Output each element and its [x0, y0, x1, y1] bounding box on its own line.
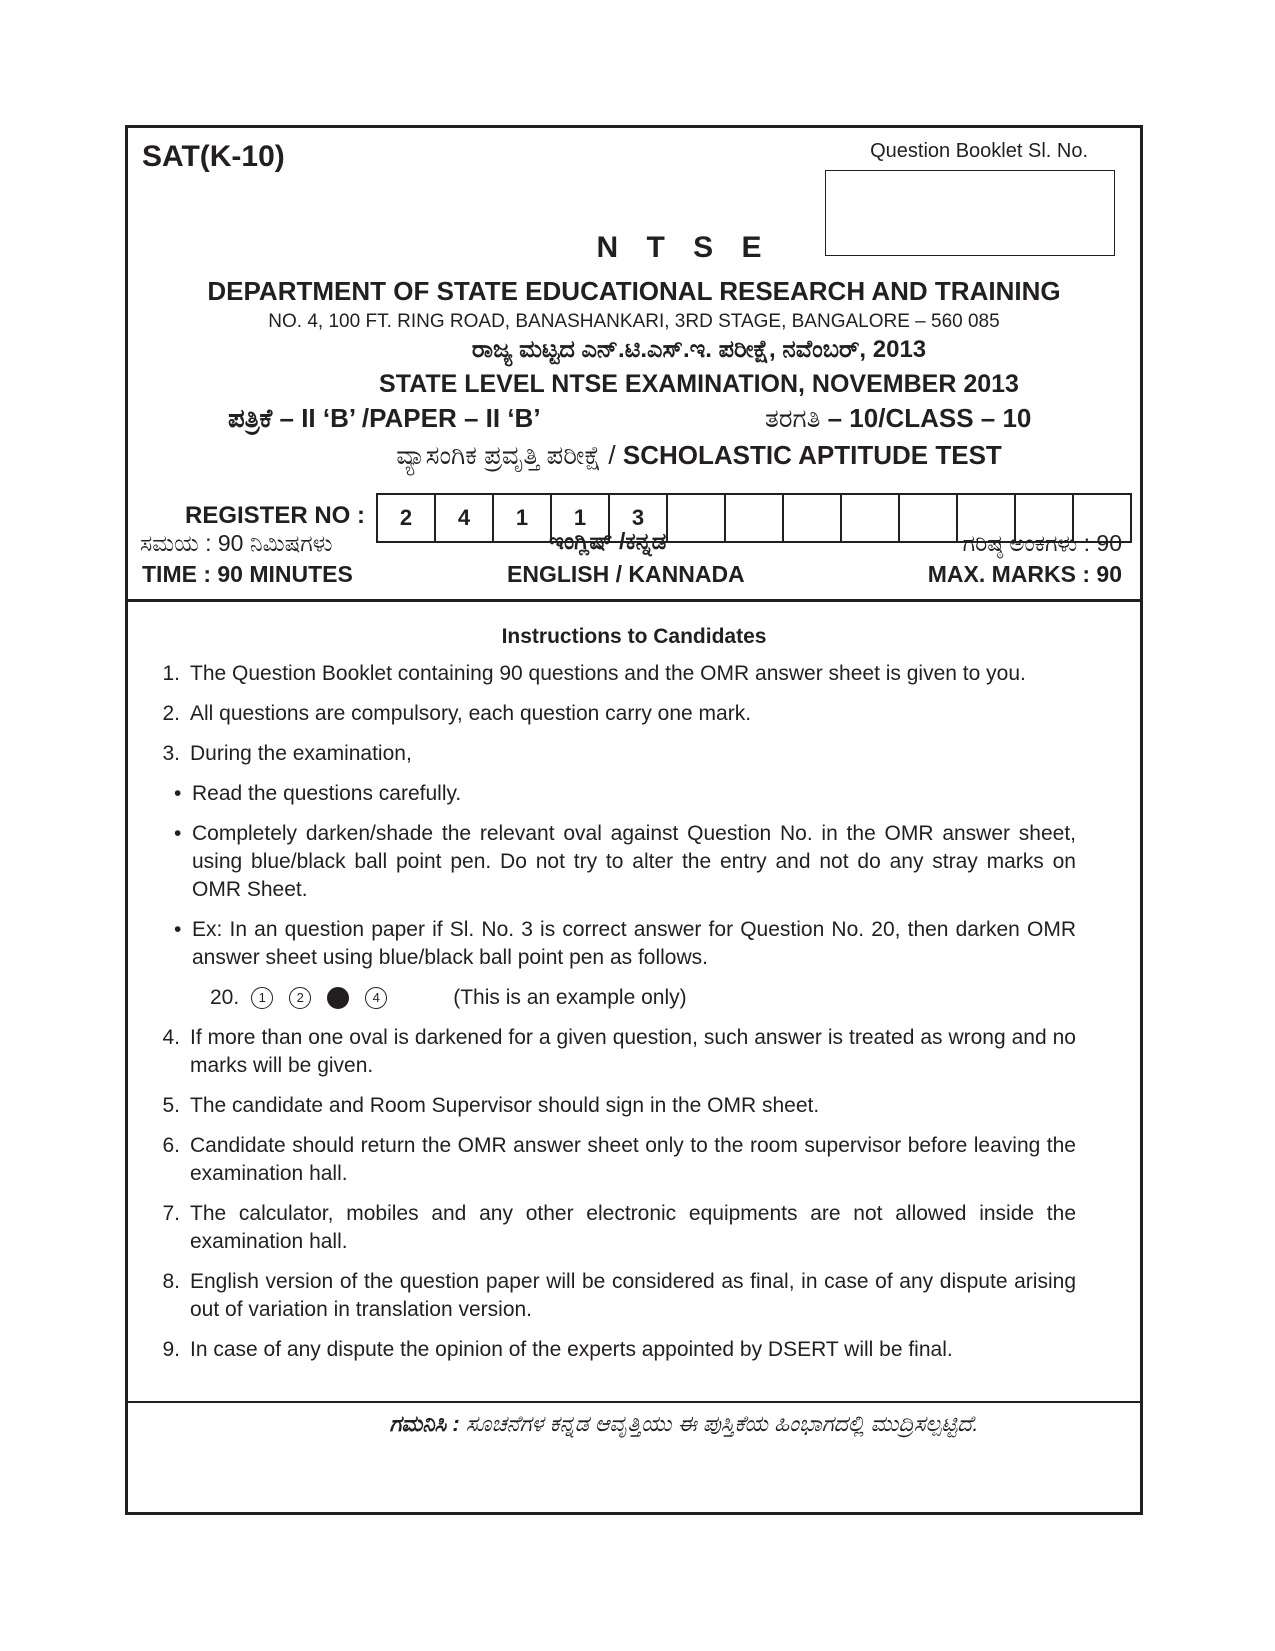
register-digit-cell[interactable]: 4 [436, 495, 494, 541]
exam-acronym: N T S E [596, 231, 772, 264]
instructions-title: Instructions to Candidates [501, 625, 767, 648]
bullet-text: Completely darken/shade the relevant oval against Question No. in the OMR answer sheet, using blue/black ball point pen. Do not try to alter the entry and not do any stray marks on OMR Sheet. [192, 822, 1076, 901]
omr-example [210, 984, 1076, 1012]
language-label [507, 561, 745, 588]
list-item [142, 1200, 1076, 1256]
test-name [193, 440, 1205, 472]
item-number: 2. [162, 702, 180, 725]
bullet-icon: • [174, 918, 182, 941]
exam-title: STATE LEVEL NTSE EXAMINATION, NOVEMBER 2013 [379, 370, 1019, 398]
item-number: 7. [162, 1202, 180, 1225]
item-number: 9. [162, 1338, 180, 1361]
time-label [142, 561, 353, 588]
item-number: 1. [162, 662, 180, 685]
department-name: DEPARTMENT OF STATE EDUCATIONAL RESEARCH AND TRAINING [207, 276, 1061, 306]
footer-divider [128, 1401, 1140, 1403]
sub-bullet [174, 916, 1076, 972]
language-label-text: ENGLISH / KANNADA [507, 561, 745, 587]
instructions-list [142, 660, 1076, 1376]
class-label-text: – 10/CLASS – 10 [820, 403, 1032, 433]
item-text: The candidate and Room Supervisor should sign in the OMR sheet. [190, 1094, 820, 1117]
paper-label [228, 403, 541, 435]
time-kannada: ಸಮಯ : 90 ನಿಮಿಷಗಳು [140, 530, 333, 556]
test-name-kannada: ವ್ಯಾಸಂಗಿಕ ಪ್ರವೃತ್ತಿ ಪರೀಕ್ಷೆ / [396, 440, 623, 470]
item-number: 6. [162, 1134, 180, 1157]
register-digit-cell[interactable] [726, 495, 784, 541]
list-item [142, 700, 1076, 728]
paper-code: SAT(K-10) [142, 140, 285, 173]
list-item [142, 740, 1076, 768]
register-digit-cell[interactable]: 1 [552, 495, 610, 541]
item-text: In case of any dispute the opinion of the experts appointed by DSERT will be final. [190, 1338, 953, 1361]
list-item [142, 1268, 1076, 1324]
footer-note [178, 1411, 1190, 1437]
register-digit-cell[interactable] [784, 495, 842, 541]
register-number-label: REGISTER NO : [185, 502, 366, 529]
department-address: NO. 4, 100 FT. RING ROAD, BANASHANKARI, 3RD STAGE, BANGALORE – 560 085 [268, 311, 1000, 332]
bullet-text: Read the questions carefully. [192, 782, 462, 805]
item-number: 8. [162, 1270, 180, 1293]
item-text: The Question Booklet containing 90 questions and the OMR answer sheet is given to you. [190, 662, 1026, 685]
language-kannada: ಇಂಗ್ಲಿಷ್ /ಕನ್ನಡ [549, 528, 667, 554]
paper-label-text: – II ‘B’ /PAPER – II ‘B’ [272, 403, 541, 433]
register-digit-cell[interactable] [900, 495, 958, 541]
item-text: During the examination, [190, 742, 412, 765]
example-note: (This is an example only) [453, 986, 687, 1009]
class-label-kannada: ತರಗತಿ [765, 403, 821, 433]
marks-label [928, 561, 1122, 588]
list-item [142, 660, 1076, 688]
list-item [142, 1092, 1076, 1120]
register-digit-cell[interactable]: 1 [494, 495, 552, 541]
bullet-icon: • [174, 822, 182, 845]
list-item [142, 1024, 1076, 1080]
exam-cover-frame [125, 125, 1143, 1515]
bullet-icon: • [174, 782, 182, 805]
register-digit-cell[interactable] [842, 495, 900, 541]
item-text: Candidate should return the OMR answer sheet only to the room supervisor before leaving the examination hall. [190, 1134, 1076, 1185]
item-text: The calculator, mobiles and any other electronic equipments are not allowed inside the examination hall. [190, 1202, 1076, 1253]
test-name-english: SCHOLASTIC APTITUDE TEST [622, 440, 1002, 470]
item-number: 4. [162, 1026, 180, 1049]
option-3-filled-circle-icon: 3 [327, 987, 349, 1009]
item-text: If more than one oval is darkened for a given question, such answer is treated as wrong and no marks will be given. [190, 1026, 1076, 1077]
register-digit-cell[interactable]: 3 [610, 495, 668, 541]
list-item [142, 1336, 1076, 1364]
header-divider [128, 599, 1140, 602]
marks-label-text: MAX. MARKS : 90 [927, 561, 1122, 587]
item-text: All questions are compulsory, each question carry one mark. [190, 702, 752, 725]
booklet-serial-label: Question Booklet Sl. No. [870, 140, 1088, 162]
option-2-circle-icon: 2 [289, 987, 311, 1009]
option-4-circle-icon: 4 [365, 987, 387, 1009]
list-item [142, 1132, 1076, 1188]
marks-kannada: ಗರಿಷ್ಠ ಅಂಕಗಳು : 90 [962, 530, 1122, 556]
sub-bullet [174, 780, 1076, 808]
bullet-text: Ex: In an question paper if Sl. No. 3 is correct answer for Question No. 20, then darken OMR answer sheet using blue/black ball point pen as follows. [192, 918, 1076, 969]
footer-note-label: ಗಮನಿಸಿ : [389, 1411, 466, 1436]
time-label-text: TIME : 90 MINUTES [142, 561, 353, 587]
register-digit-cell[interactable]: 2 [378, 495, 436, 541]
example-question-number: 20. [210, 986, 240, 1009]
item-number: 5. [162, 1094, 180, 1117]
exam-title-kannada: ರಾಜ್ಯ ಮಟ್ಟದ ಎನ್.ಟಿ.ಎಸ್.ಇ. ಪರೀಕ್ಷೆ, ನವೆಂಬರ್, 2013 [471, 336, 927, 363]
item-number: 3. [162, 742, 180, 765]
footer-note-text: ಸೂಚನೆಗಳ ಕನ್ನಡ ಆವೃತ್ತಿಯು ಈ ಪುಸ್ತಿಕೆಯ ಹಿಂಭಾಗದಲ್ಲಿ ಮುದ್ರಿಸಲ್ಪಟ್ಟಿದೆ. [465, 1411, 979, 1436]
sub-bullet [174, 820, 1076, 904]
item-text: English version of the question paper will be considered as final, in case of any dispute arising out of variation in translation version. [190, 1270, 1076, 1321]
class-label [765, 403, 1031, 435]
option-1-circle-icon: 1 [251, 987, 273, 1009]
register-digit-cell[interactable] [668, 495, 726, 541]
paper-label-kannada: ಪತ್ರಿಕೆ [228, 403, 273, 433]
